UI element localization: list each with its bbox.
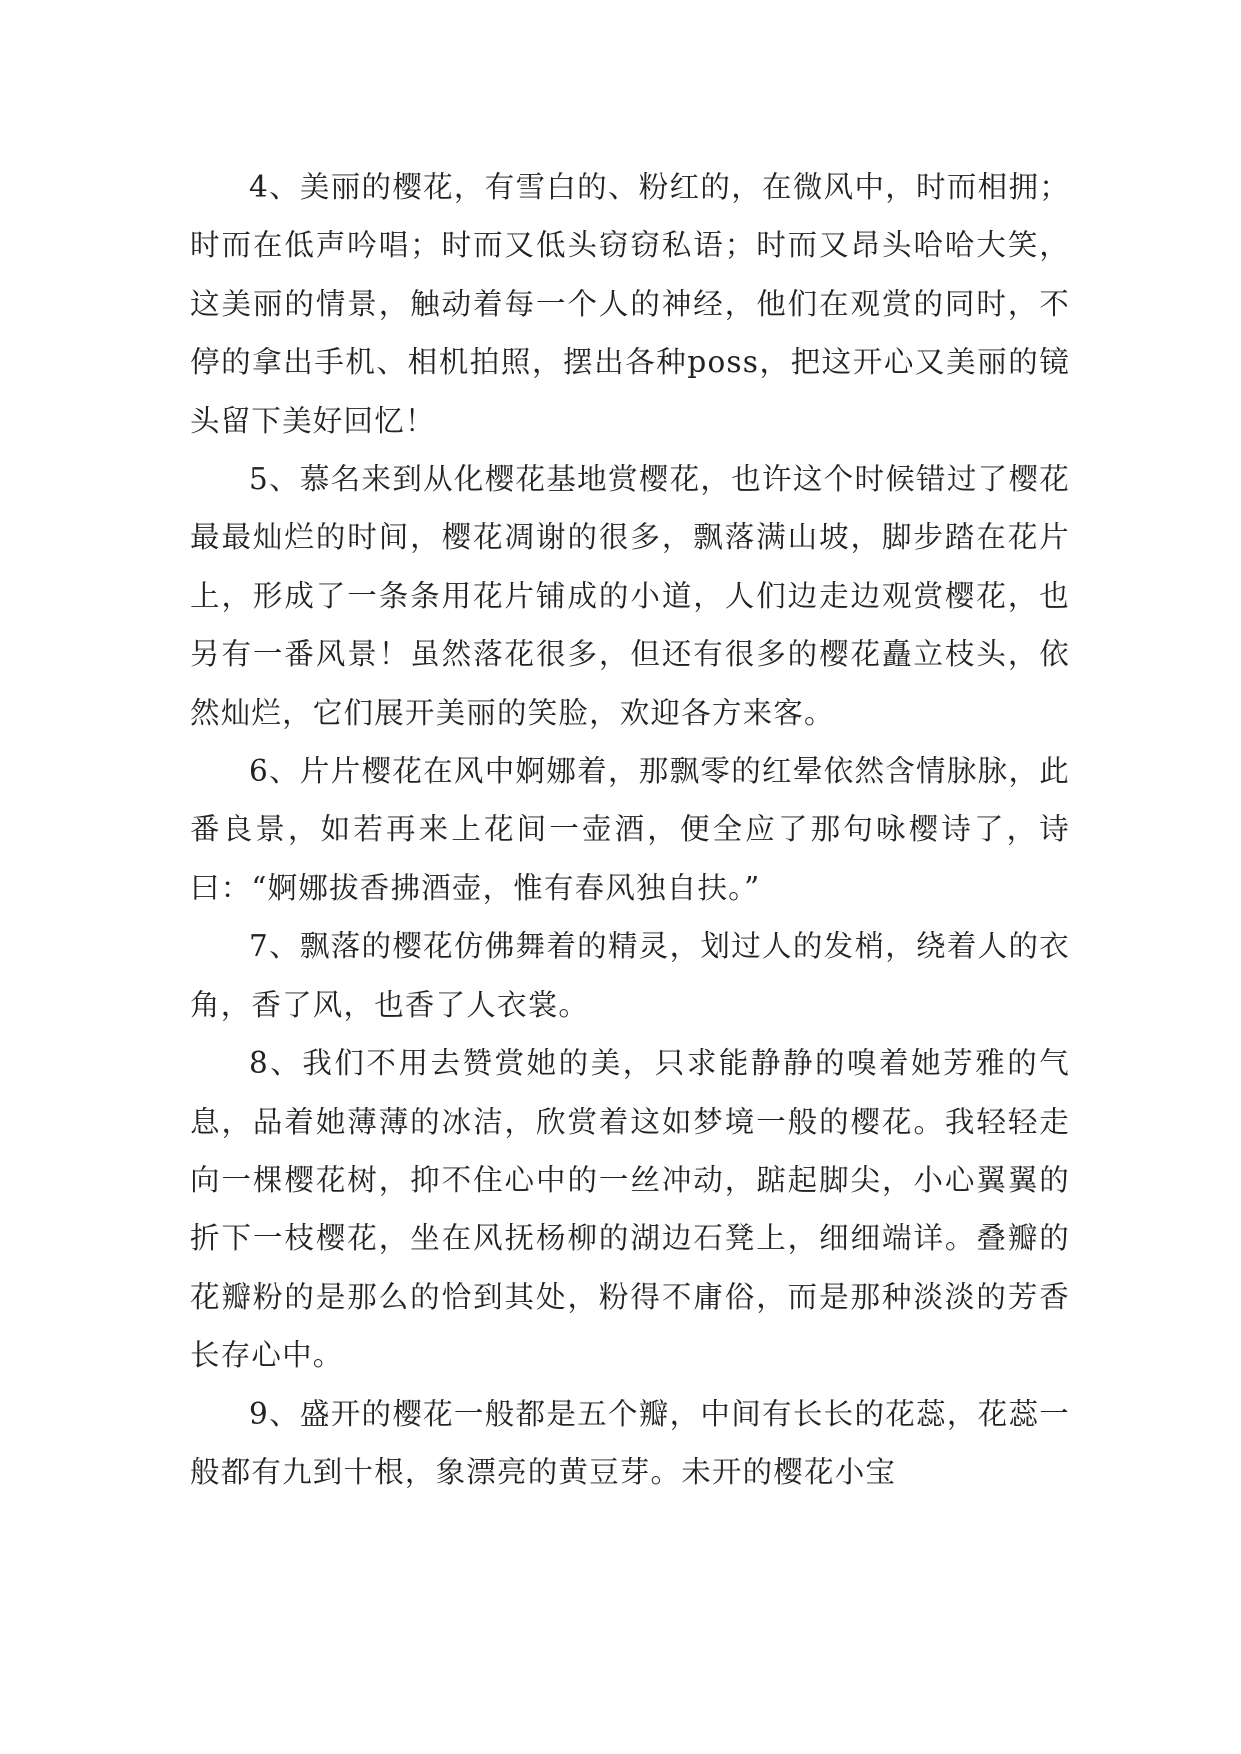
paragraph-9: 9、盛开的樱花一般都是五个瓣，中间有长长的花蕊，花蕊一般都有九到十根，象漂亮的黄豆芽。未开的樱花小宝 <box>190 1396 1070 1489</box>
paragraph-7: 7、飘落的樱花仿佛舞着的精灵，划过人的发梢，绕着人的衣角，香了风，也香了人衣裳。 <box>190 929 1070 1022</box>
paragraph-4: 4、美丽的樱花，有雪白的、粉红的，在微风中，时而相拥；时而在低声吟唱；时而又低头窃窃私语；时而又昂头哈哈大笑，这美丽的情景，触动着每一个人的神经，他们在观赏的同时，不停的拿出手机、相机拍照，摆出各种poss，把这开心又美丽的镜头留下美好回忆！ <box>190 170 1070 438</box>
paragraph-6: 6、片片樱花在风中婀娜着，那飘零的红晕依然含情脉脉，此番良景，如若再来上花间一壶酒，便全应了那句咏樱诗了，诗曰：“婀娜拔香拂酒壶，惟有春风独自扶。” <box>190 754 1070 905</box>
paragraph-5: 5、慕名来到从化樱花基地赏樱花，也许这个时候错过了樱花最最灿烂的时间，樱花凋谢的很多，飘落满山坡，脚步踏在花片上，形成了一条条用花片铺成的小道，人们边走边观赏樱花，也另有一番风景！虽然落花很多，但还有很多的樱花矗立枝头，依然灿烂，它们展开美丽的笑脸，欢迎各方来客。 <box>190 462 1070 730</box>
document-body <box>190 158 1070 1501</box>
paragraph-8: 8、我们不用去赞赏她的美，只求能静静的嗅着她芳雅的气息，品着她薄薄的冰洁，欣赏着这如梦境一般的樱花。我轻轻走向一棵樱花树，抑不住心中的一丝冲动，踮起脚尖，小心翼翼的折下一枝樱花，坐在风抚杨柳的湖边石凳上，细细端详。叠瓣的花瓣粉的是那么的恰到其处，粉得不庸俗，而是那种淡淡的芳香长存心中。 <box>190 1046 1070 1373</box>
